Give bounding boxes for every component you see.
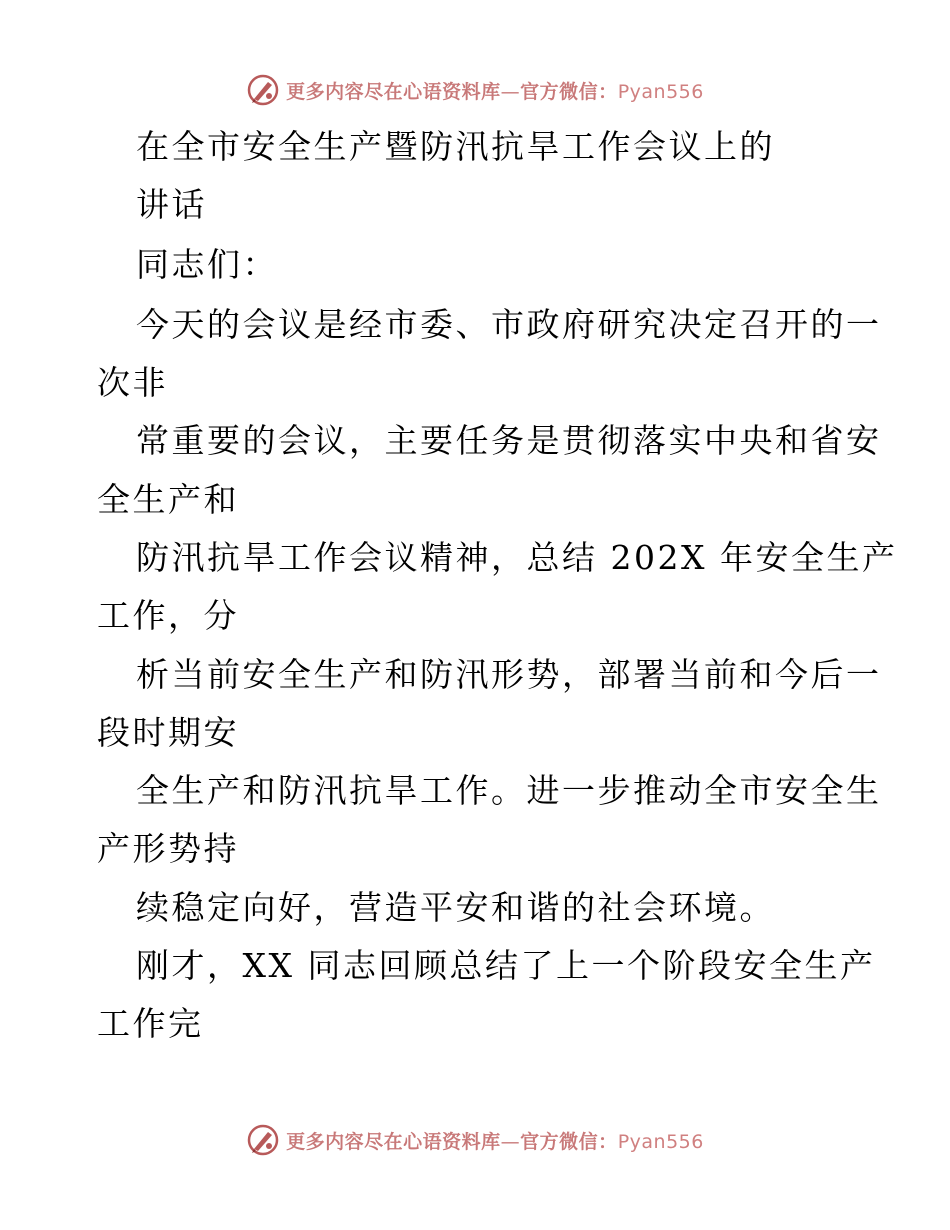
watermark-wechat-id: Pyan556: [617, 80, 704, 103]
paragraph-line: 续稳定向好，营造平安和谐的社会环境。: [136, 888, 775, 927]
title-line-2: 讲话: [136, 185, 207, 224]
watermark-text: [286, 77, 704, 104]
watermark-dash: —: [500, 80, 521, 103]
paragraph-line: 常重要的会议，主要任务是贯彻落实中央和省安: [136, 421, 882, 460]
paragraph-line: 工作，分: [97, 596, 239, 635]
watermark-text: [286, 1127, 704, 1154]
watermark-main-text: 更多内容尽在心语资料库: [286, 80, 501, 103]
title-line-1: 在全市安全生产暨防汛抗旱工作会议上的: [136, 127, 775, 166]
paragraph-line: 防汛抗旱工作会议精神，总结 202X 年安全生产: [136, 538, 898, 577]
watermark-dash: —: [500, 1130, 521, 1153]
paragraph-line: 工作完: [97, 1004, 204, 1043]
watermark-main-text: 更多内容尽在心语资料库: [286, 1130, 501, 1153]
paragraph-line: 全生产和: [97, 480, 239, 519]
quill-pen-logo-icon: [246, 73, 280, 107]
paragraph-line: 段时期安: [97, 713, 239, 752]
header-watermark: [0, 70, 950, 110]
paragraph-line: 产形势持: [97, 829, 239, 868]
salutation: 同志们：: [136, 245, 278, 284]
paragraph-line: 全生产和防汛抗旱工作。进一步推动全市安全生: [136, 771, 882, 810]
footer-watermark: [0, 1120, 950, 1160]
paragraph-line: 析当前安全生产和防汛形势，部署当前和今后一: [136, 655, 882, 694]
watermark-wechat-id: Pyan556: [617, 1130, 704, 1153]
quill-pen-logo-icon: [246, 1123, 280, 1157]
paragraph-line: 刚才，XX 同志回顾总结了上一个阶段安全生产: [136, 946, 876, 985]
paragraph-line: 次非: [97, 363, 168, 402]
paragraph-line: 今天的会议是经市委、市政府研究决定召开的一: [136, 305, 882, 344]
watermark-label: 官方微信：: [520, 80, 618, 103]
watermark-label: 官方微信：: [520, 1130, 618, 1153]
